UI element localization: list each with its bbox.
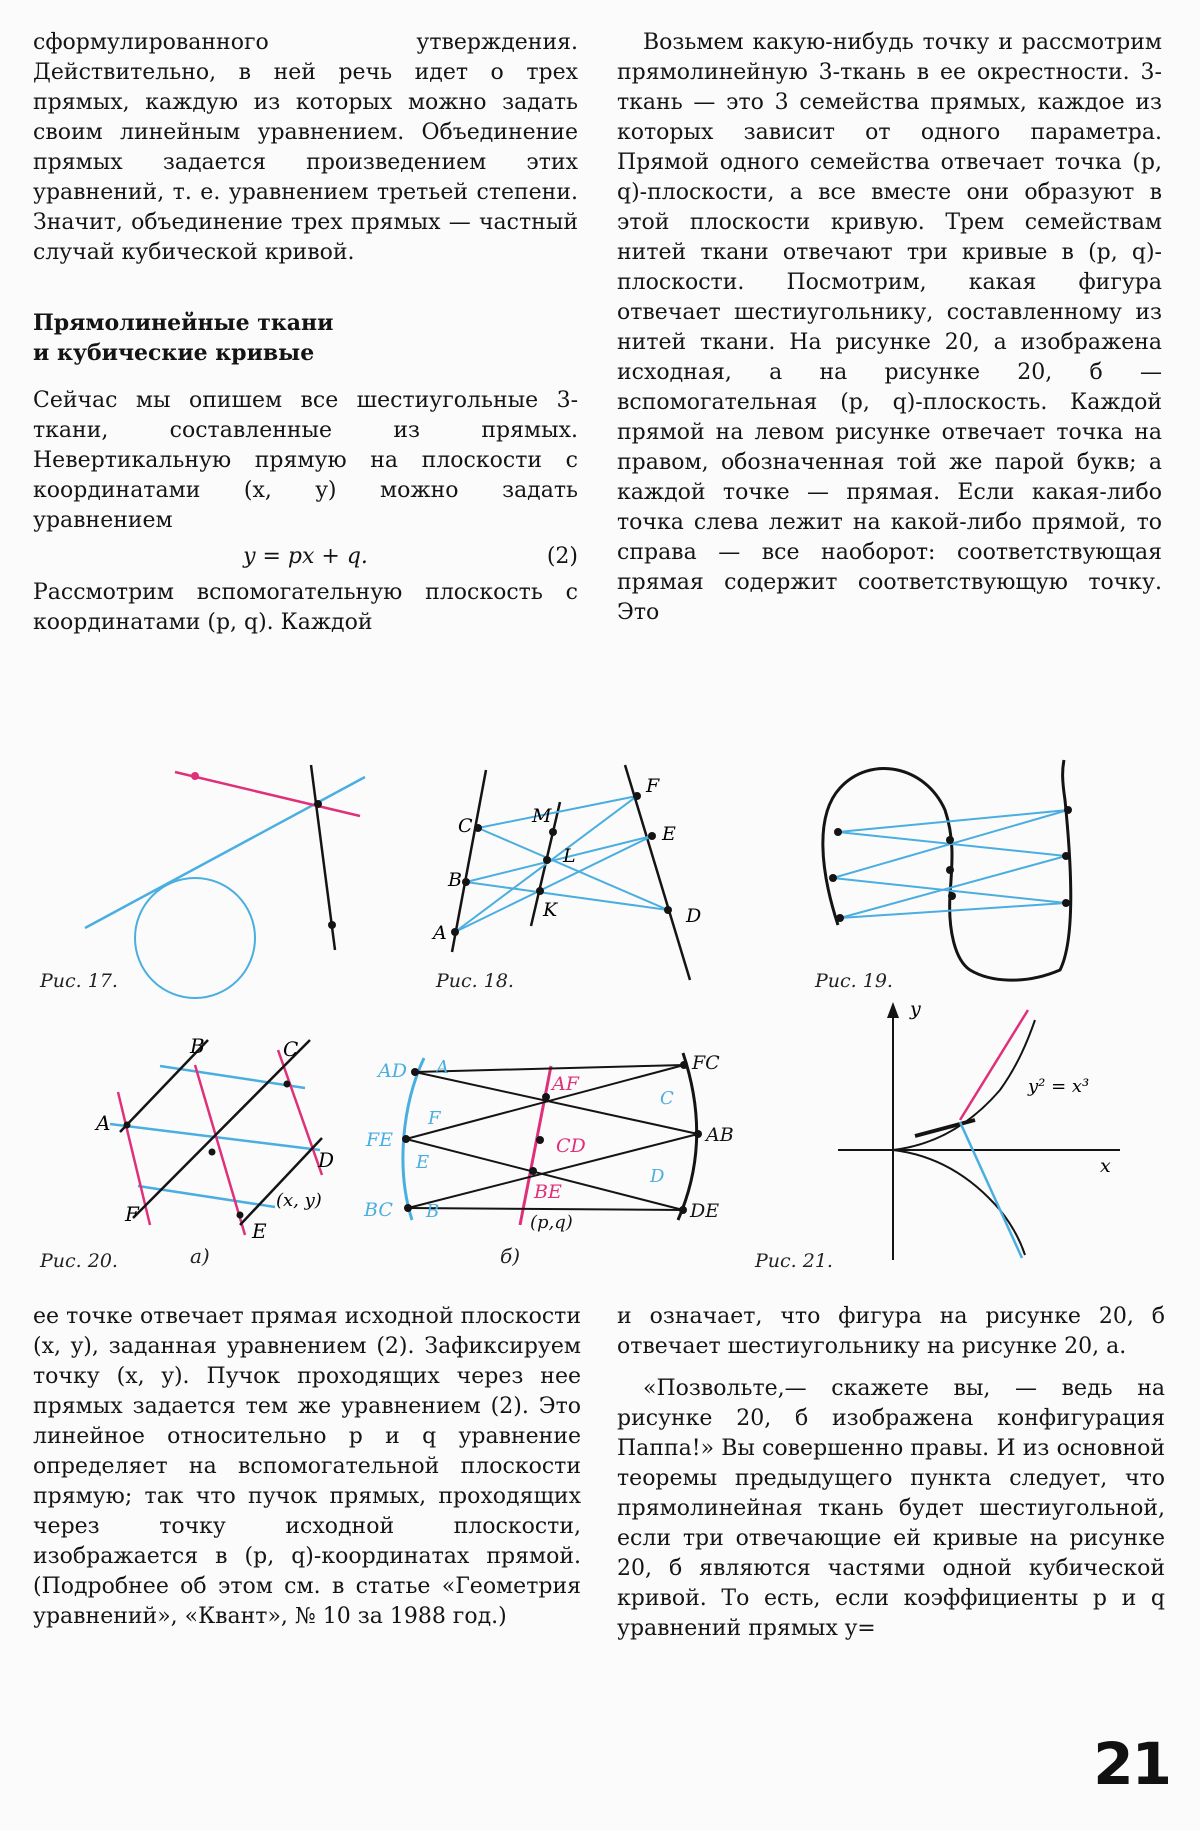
- figure-caption: Рис. 21.: [755, 1250, 833, 1272]
- figure-18: [431, 765, 701, 980]
- fig20b-label: F: [428, 1108, 441, 1129]
- fig17-point: [328, 921, 336, 929]
- figure-20a: [94, 1034, 334, 1243]
- fig20a-label: E: [252, 1219, 267, 1243]
- paragraph: сформулированного утверждения. Действительно, в ней речь идет о трех прямых, каждую из которых можно задать своим линейным уравнением. Объединение прямых задается произведением этих уравнений, т. е. уравнением третьей степени. Значит, объединение трех прямых — частный случай кубической кривой.: [33, 30, 578, 265]
- figure-caption: Рис. 17.: [40, 970, 118, 992]
- fig20b-label: FE: [366, 1129, 394, 1151]
- fig18-label: C: [458, 815, 473, 837]
- fig20a-label: D: [318, 1148, 335, 1172]
- figures-svg: [0, 720, 1200, 1280]
- subfigure-label: б): [500, 1244, 521, 1268]
- paragraph: ее точке отвечает прямая исходной плоскости (x, y), заданная уравнением (2). Зафиксируем точку (x, y). Пучок проходящих через нее прямых задается тем же уравнением (2). Это линейное относительно p и q уравнение определяет на вспомогательной плоскости прямую; так что пучок прямых, проходящих через точку исходной плоскости, изображается в (p, q)-координатах прямой. (Подробнее об этом см. в статье «Геометрия уравнений», «Квант», № 10 за 1988 год.): [33, 1304, 581, 1629]
- fig20b-label: AD: [378, 1060, 407, 1082]
- paragraph: и означает, что фигура на рисунке 20, б отвечает шестиугольнику на рисунке 20, а.: [617, 1304, 1165, 1359]
- fig20a-label: C: [283, 1037, 299, 1061]
- subfigure-label: а): [190, 1244, 210, 1268]
- fig18-label: E: [662, 823, 676, 845]
- fig17-circle: [135, 878, 255, 998]
- fig20b-label: B: [426, 1201, 440, 1222]
- text-column-bottom-left: [33, 1302, 581, 1632]
- fig21-cubic-lower: [893, 1150, 1025, 1255]
- fig20b-label: BE: [534, 1181, 562, 1203]
- fig21-label-y: y: [910, 998, 921, 1020]
- figure-caption: Рис. 20.: [40, 1250, 118, 1272]
- fig18-label: L: [563, 845, 576, 867]
- fig18-label: F: [646, 775, 660, 797]
- fig20a-label: B: [190, 1034, 205, 1058]
- fig20a-label: F: [125, 1202, 139, 1226]
- figure-19: [823, 760, 1072, 980]
- figure-caption: Рис. 18.: [436, 970, 514, 992]
- fig20b-label: AF: [552, 1073, 579, 1095]
- fig20b-label: FC: [692, 1052, 720, 1074]
- formula-number: (2): [546, 544, 578, 569]
- fig20b-label: (p,q): [530, 1212, 573, 1233]
- formula-block: [33, 536, 578, 578]
- section-heading-line: и кубические кривые: [33, 340, 315, 366]
- fig17-intersection-point: [314, 800, 322, 808]
- paragraph: Рассмотрим вспомогательную плоскость с координатами (p, q). Каждой: [33, 580, 578, 635]
- fig18-blue-lines: [455, 796, 668, 932]
- figure-17: [85, 765, 365, 998]
- fig20a-label: (x, y): [276, 1190, 322, 1211]
- fig20b-label: BC: [364, 1199, 393, 1221]
- fig20b-label: D: [650, 1166, 665, 1187]
- page-number: 21: [1093, 1730, 1170, 1798]
- formula: y = px + q.: [243, 544, 368, 569]
- figure-caption: Рис. 19.: [815, 970, 893, 992]
- fig20b-label: AB: [706, 1124, 734, 1146]
- fig18-label: M: [532, 805, 552, 827]
- fig21-y-arrow: [887, 1002, 899, 1018]
- fig20b-label: A: [436, 1057, 449, 1078]
- figures-band: [0, 720, 1200, 1280]
- paragraph: «Позвольте,— скажете вы, — ведь на рисунке 20, б изображена конфигурация Паппа!» Вы совершенно правы. И из основной теоремы предыдущего пункта следует, что прямолинейная ткань будет шестиугольной, если три отвечающие ей кривые на рисунке 20, б являются частями одной кубической кривой. То есть, если коэффициенты p и q уравнений прямых y=: [617, 1376, 1165, 1641]
- figure-20b: [363, 1052, 734, 1233]
- fig21-blue-line: [960, 1122, 1022, 1258]
- fig21-label-x: x: [1100, 1155, 1111, 1177]
- figure-21: [838, 998, 1120, 1260]
- paragraph: Возьмем какую-нибудь точку и рассмотрим прямолинейную 3-ткань в ее окрестности. 3-ткань — это 3 семейства прямых, каждое из которых зависит от одного параметра. Прямой одного семейства отвечает точка (p, q)-плоскости, а все вместе они образуют в этой плоскости кривую. Трем семействам нитей ткани отвечают три кривые в (p, q)-плоскости. Посмотрим, какая фигура отвечает шестиугольнику, составленному из нитей ткани. На рисунке 20, а изображена исходная, а на рисунке 20, б — вспомогательная (p, q)-плоскость. Каждой прямой на левом рисунке отвечает точка на правом, обозначенная той же парой букв; а каждой точке — прямая. Если какая-либо точка слева лежит на какой-либо прямой, то справа — все наоборот: соответствующая прямая содержит соответствующую точку. Это: [617, 30, 1162, 625]
- text-column-top-left: [33, 28, 578, 638]
- section-heading: [33, 308, 578, 368]
- fig20b-label: C: [660, 1088, 674, 1109]
- fig20b-label: CD: [556, 1135, 586, 1157]
- fig18-label: K: [543, 899, 558, 921]
- fig20b-label: E: [416, 1152, 430, 1173]
- fig21-pink-tangent: [960, 1010, 1028, 1120]
- fig17-pink-point: [191, 772, 199, 780]
- fig18-label: B: [448, 869, 462, 891]
- paragraph: Сейчас мы опишем все шестиугольные 3-ткани, составленные из прямых. Невертикальную прямую на плоскости с координатами (x, y) можно задать уравнением: [33, 388, 578, 533]
- fig20b-label: DE: [690, 1200, 720, 1222]
- text-column-bottom-right: [617, 1302, 1165, 1644]
- fig18-label: A: [433, 922, 447, 944]
- section-heading-line: Прямолинейные ткани: [33, 310, 334, 336]
- fig21-equation: y² = x³: [1028, 1076, 1090, 1097]
- fig20a-label: A: [96, 1111, 111, 1135]
- text-column-top-right: [617, 28, 1162, 628]
- fig18-label: D: [686, 905, 702, 927]
